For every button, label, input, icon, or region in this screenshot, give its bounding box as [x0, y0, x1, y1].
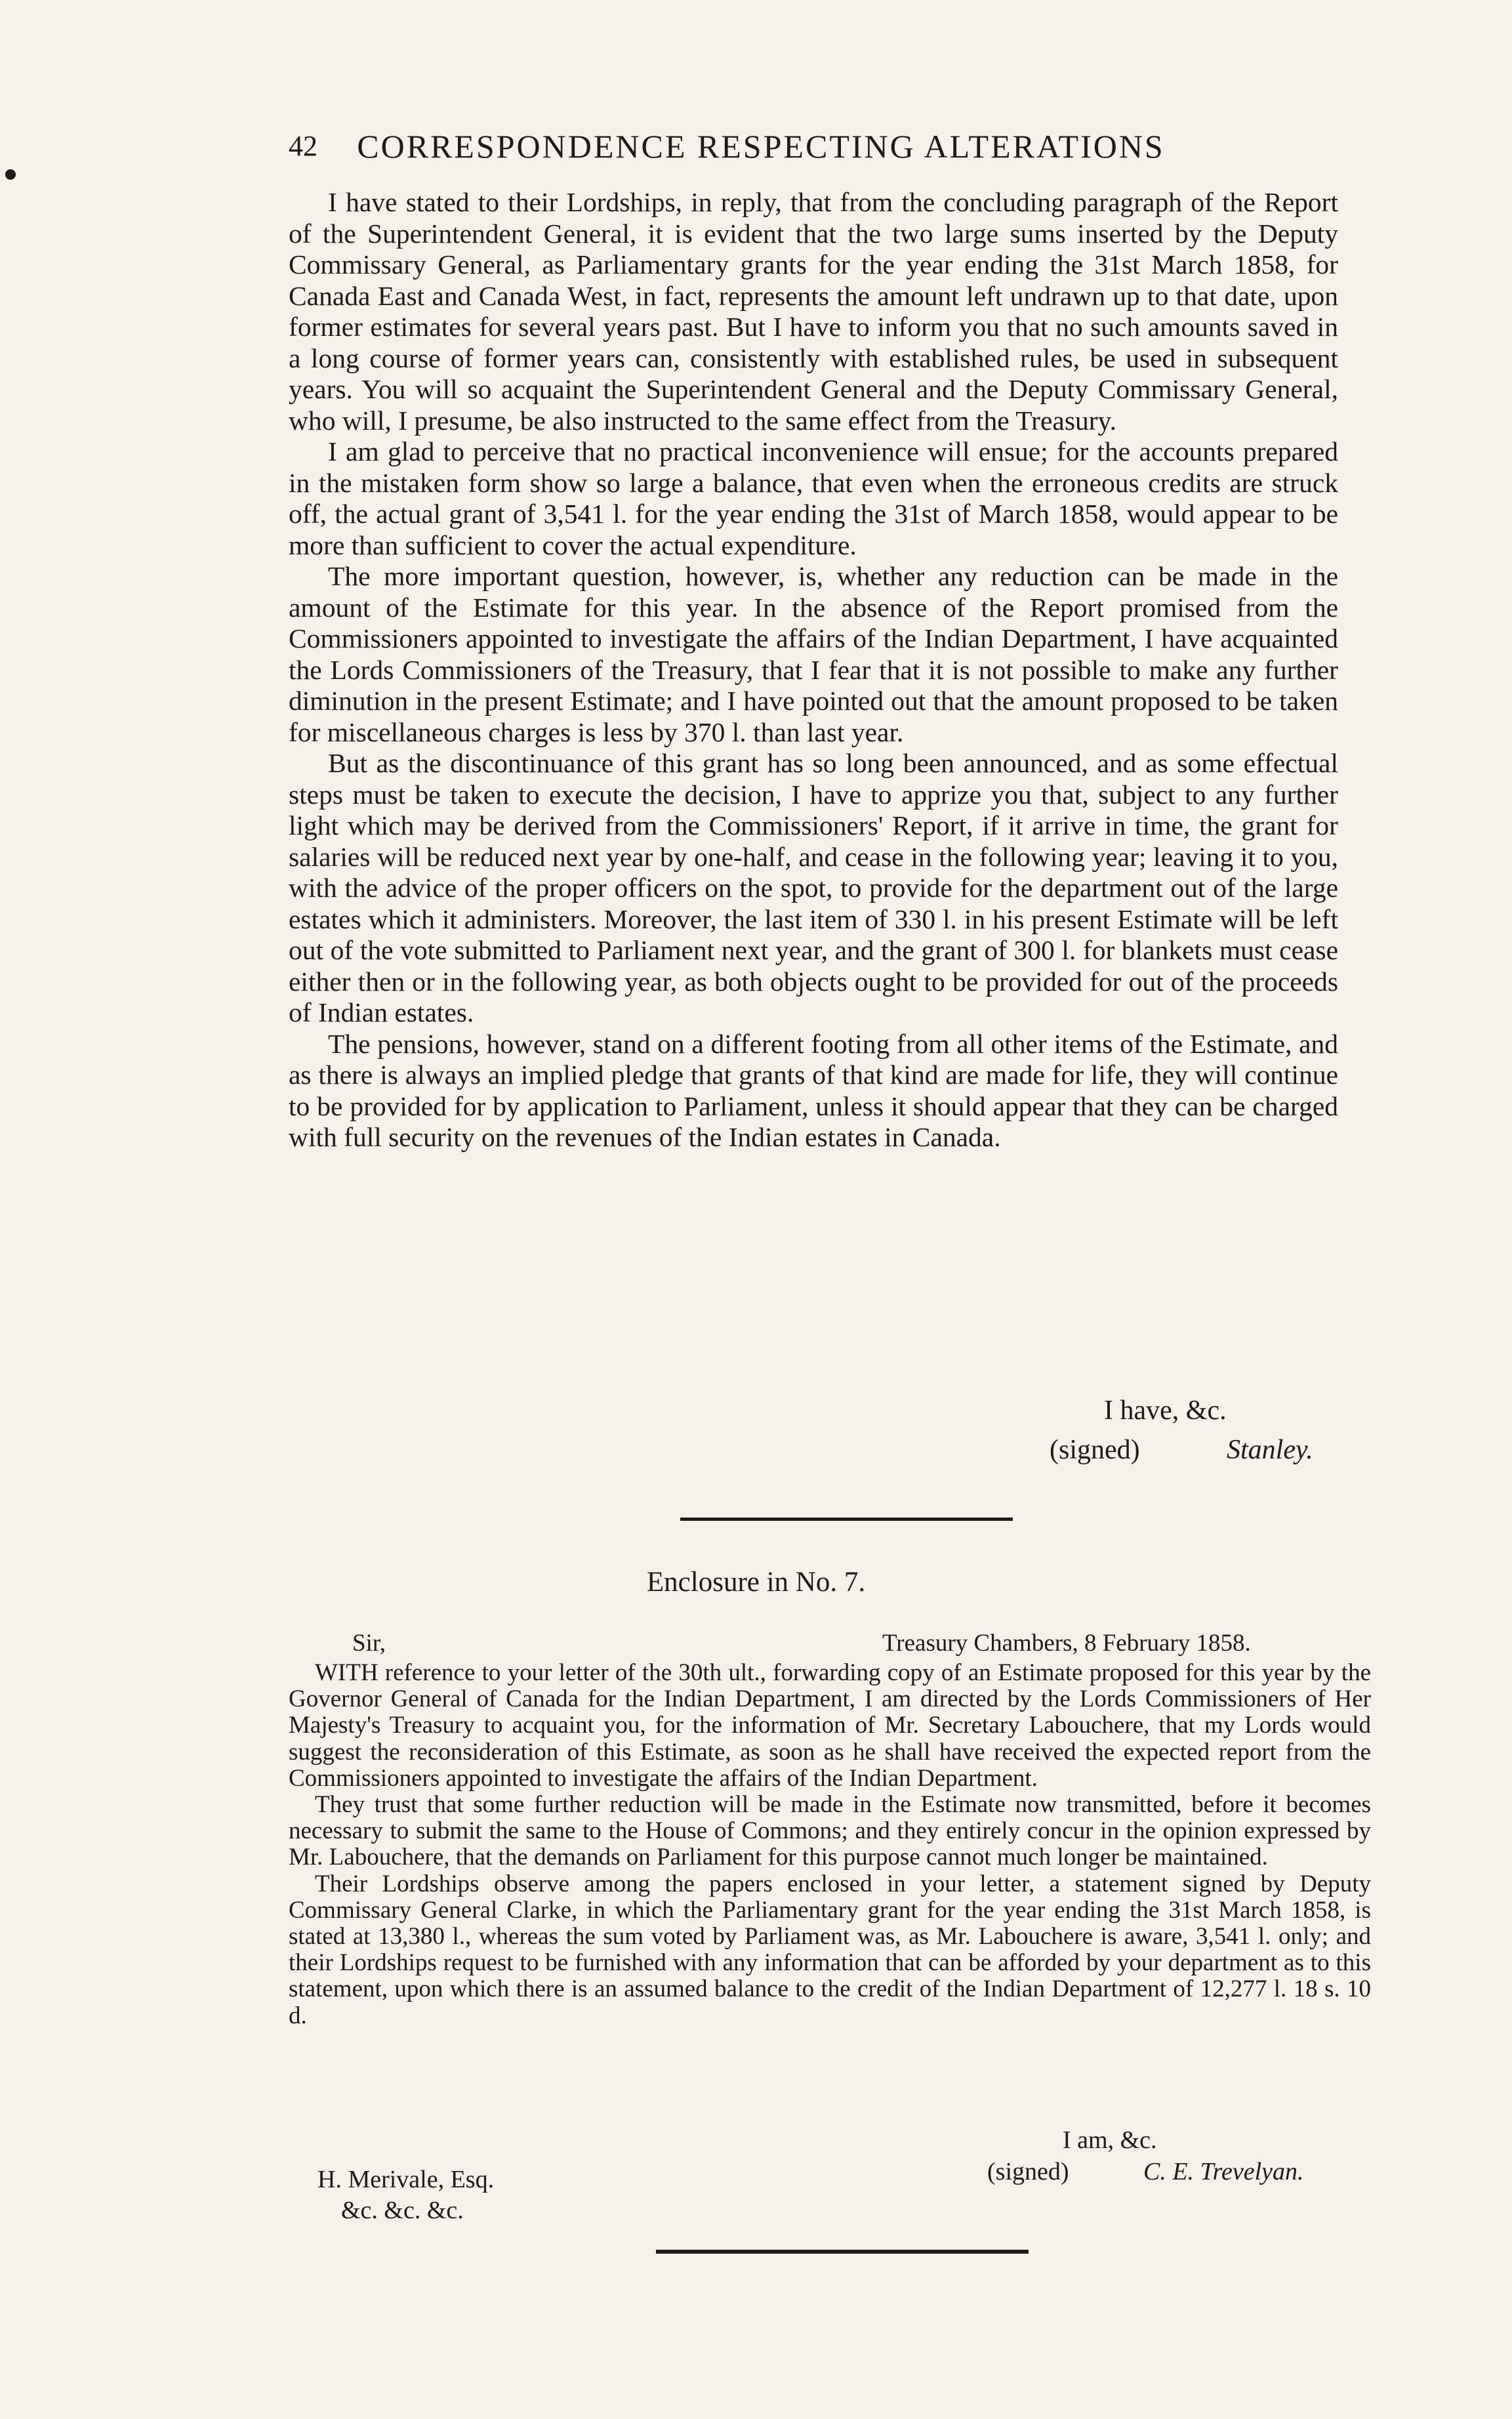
letter-signature: Stanley.: [1227, 1435, 1313, 1465]
ink-dot-mark: [5, 169, 16, 180]
page-number: 42: [289, 130, 317, 162]
addressee-name: H. Merivale, Esq.: [317, 2166, 495, 2193]
enclosure-paragraph: Their Lordships observe among the papers enclosed in your letter, a statement signed by Deputy Commissary General Clarke, in which the Parliamentary grant for the year ending the 31st March 1858, is stated at 13,380 l., whereas the sum voted by Parliament was, as Mr. Labouchere is aware, 3,541 l. only; and their Lordships request to be furnished with any information that can be afforded by your department as to this statement, upon which there is an assumed balance to the credit of the Indian Department of 12,277 l. 18 s. 10 d.: [289, 1870, 1371, 2029]
addressee-etc: &c. &c. &c.: [341, 2197, 464, 2224]
enclosure-dateline: Treasury Chambers, 8 February 1858.: [882, 1630, 1251, 1657]
end-divider: [656, 2250, 1029, 2254]
running-title: CORRESPONDENCE RESPECTING ALTERATIONS: [357, 128, 1165, 165]
enclosure-paragraph: They trust that some further reduction will be made in the Estimate now transmitted, before it becomes necessary to submit the same to the House of Commons; and they entirely concur in the opinion expressed by Mr. Labouchere, that the demands on Parliament for this purpose cannot much longer be maintained.: [289, 1791, 1371, 1871]
enclosure-title: Enclosure in No. 7.: [646, 1567, 866, 1598]
letter-paragraph: The pensions, however, stand on a different footing from all other items of the Estimate, and as there is always an implied pledge that grants of that kind are made for life, they will continue to be provided for by application to Parliament, unless it should appear that they can be charged with full security on the revenues of the Indian estates in Canada.: [289, 1028, 1338, 1152]
letter-body: [289, 187, 1338, 1153]
letter-closing: I have, &c.: [1104, 1396, 1227, 1426]
letter-paragraph: The more important question, however, is, whether any reduction can be made in the amount of the Estimate for this year. In the absence of the Report promised from the Commissioners appointed to investigate the affairs of the Indian Department, I have acquainted the Lords Commissioners of the Treasury, that I fear that it is not possible to make any further diminution in the present Estimate; and I have pointed out that the amount proposed to be taken for miscellaneous charges is less by 370 l. than last year.: [289, 561, 1338, 747]
letter-paragraph: I am glad to perceive that no practical inconvenience will ensue; for the accounts prepared in the mistaken form show so large a balance, that even when the erroneous credits are struck off, the actual grant of 3,541 l. for the year ending the 31st of March 1858, would appear to be more than sufficient to cover the actual expenditure.: [289, 436, 1338, 560]
enclosure-signed-label: (signed): [987, 2158, 1069, 2185]
letter-paragraph: But as the discontinuance of this grant has so long been announced, and as some effectual steps must be taken to execute the decision, I have to apprize you that, subject to any further light which may be derived from the Commissioners' Report, if it arrive in time, the grant for salaries will be reduced next year by one-half, and cease in the following year; leaving it to you, with the advice of the proper officers on the spot, to provide for the department out of the large estates which it administers. Moreover, the last item of 330 l. in his present Estimate will be left out of the vote submitted to Parliament next year, and the grant of 300 l. for blankets must cease either then or in the following year, as both objects ought to be provided for out of the proceeds of Indian estates.: [289, 748, 1338, 1027]
page-header: [289, 123, 1233, 169]
enclosure-closing: I am, &c.: [1063, 2126, 1157, 2154]
section-divider: [680, 1518, 1013, 1521]
enclosure-body: [289, 1660, 1371, 2029]
letter-paragraph: I have stated to their Lordships, in reply, that from the concluding paragraph of the Report of the Superintendent General, it is evident that the two large sums inserted by the Deputy Commissary General, as Parliamentary grants for the year ending the 31st March 1858, for Canada East and Canada West, in fact, represents the amount left undrawn up to that date, upon former estimates for several years past. But I have to inform you that no such amounts saved in a long course of former years can, consistently with established rules, be used in subsequent years. You will so acquaint the Superintendent General and the Deputy Commissary General, who will, I presume, be also instructed to the same effect from the Treasury.: [289, 187, 1338, 436]
enclosure-signature: C. E. Trevelyan.: [1143, 2158, 1304, 2185]
enclosure-paragraph: WITH reference to your letter of the 30th ult., forwarding copy of an Estimate proposed for this year by the Governor General of Canada for the Indian Department, I am directed by the Lords Commissioners of Her Majesty's Treasury to acquaint you, for the information of Mr. Secretary Labouchere, that my Lords would suggest the reconsideration of this Estimate, as soon as he shall have received the expected report from the Commissioners appointed to investigate the affairs of the Indian Department.: [289, 1659, 1371, 1792]
letter-signed-label: (signed): [1050, 1435, 1140, 1465]
enclosure-salutation: Sir,: [352, 1630, 386, 1657]
